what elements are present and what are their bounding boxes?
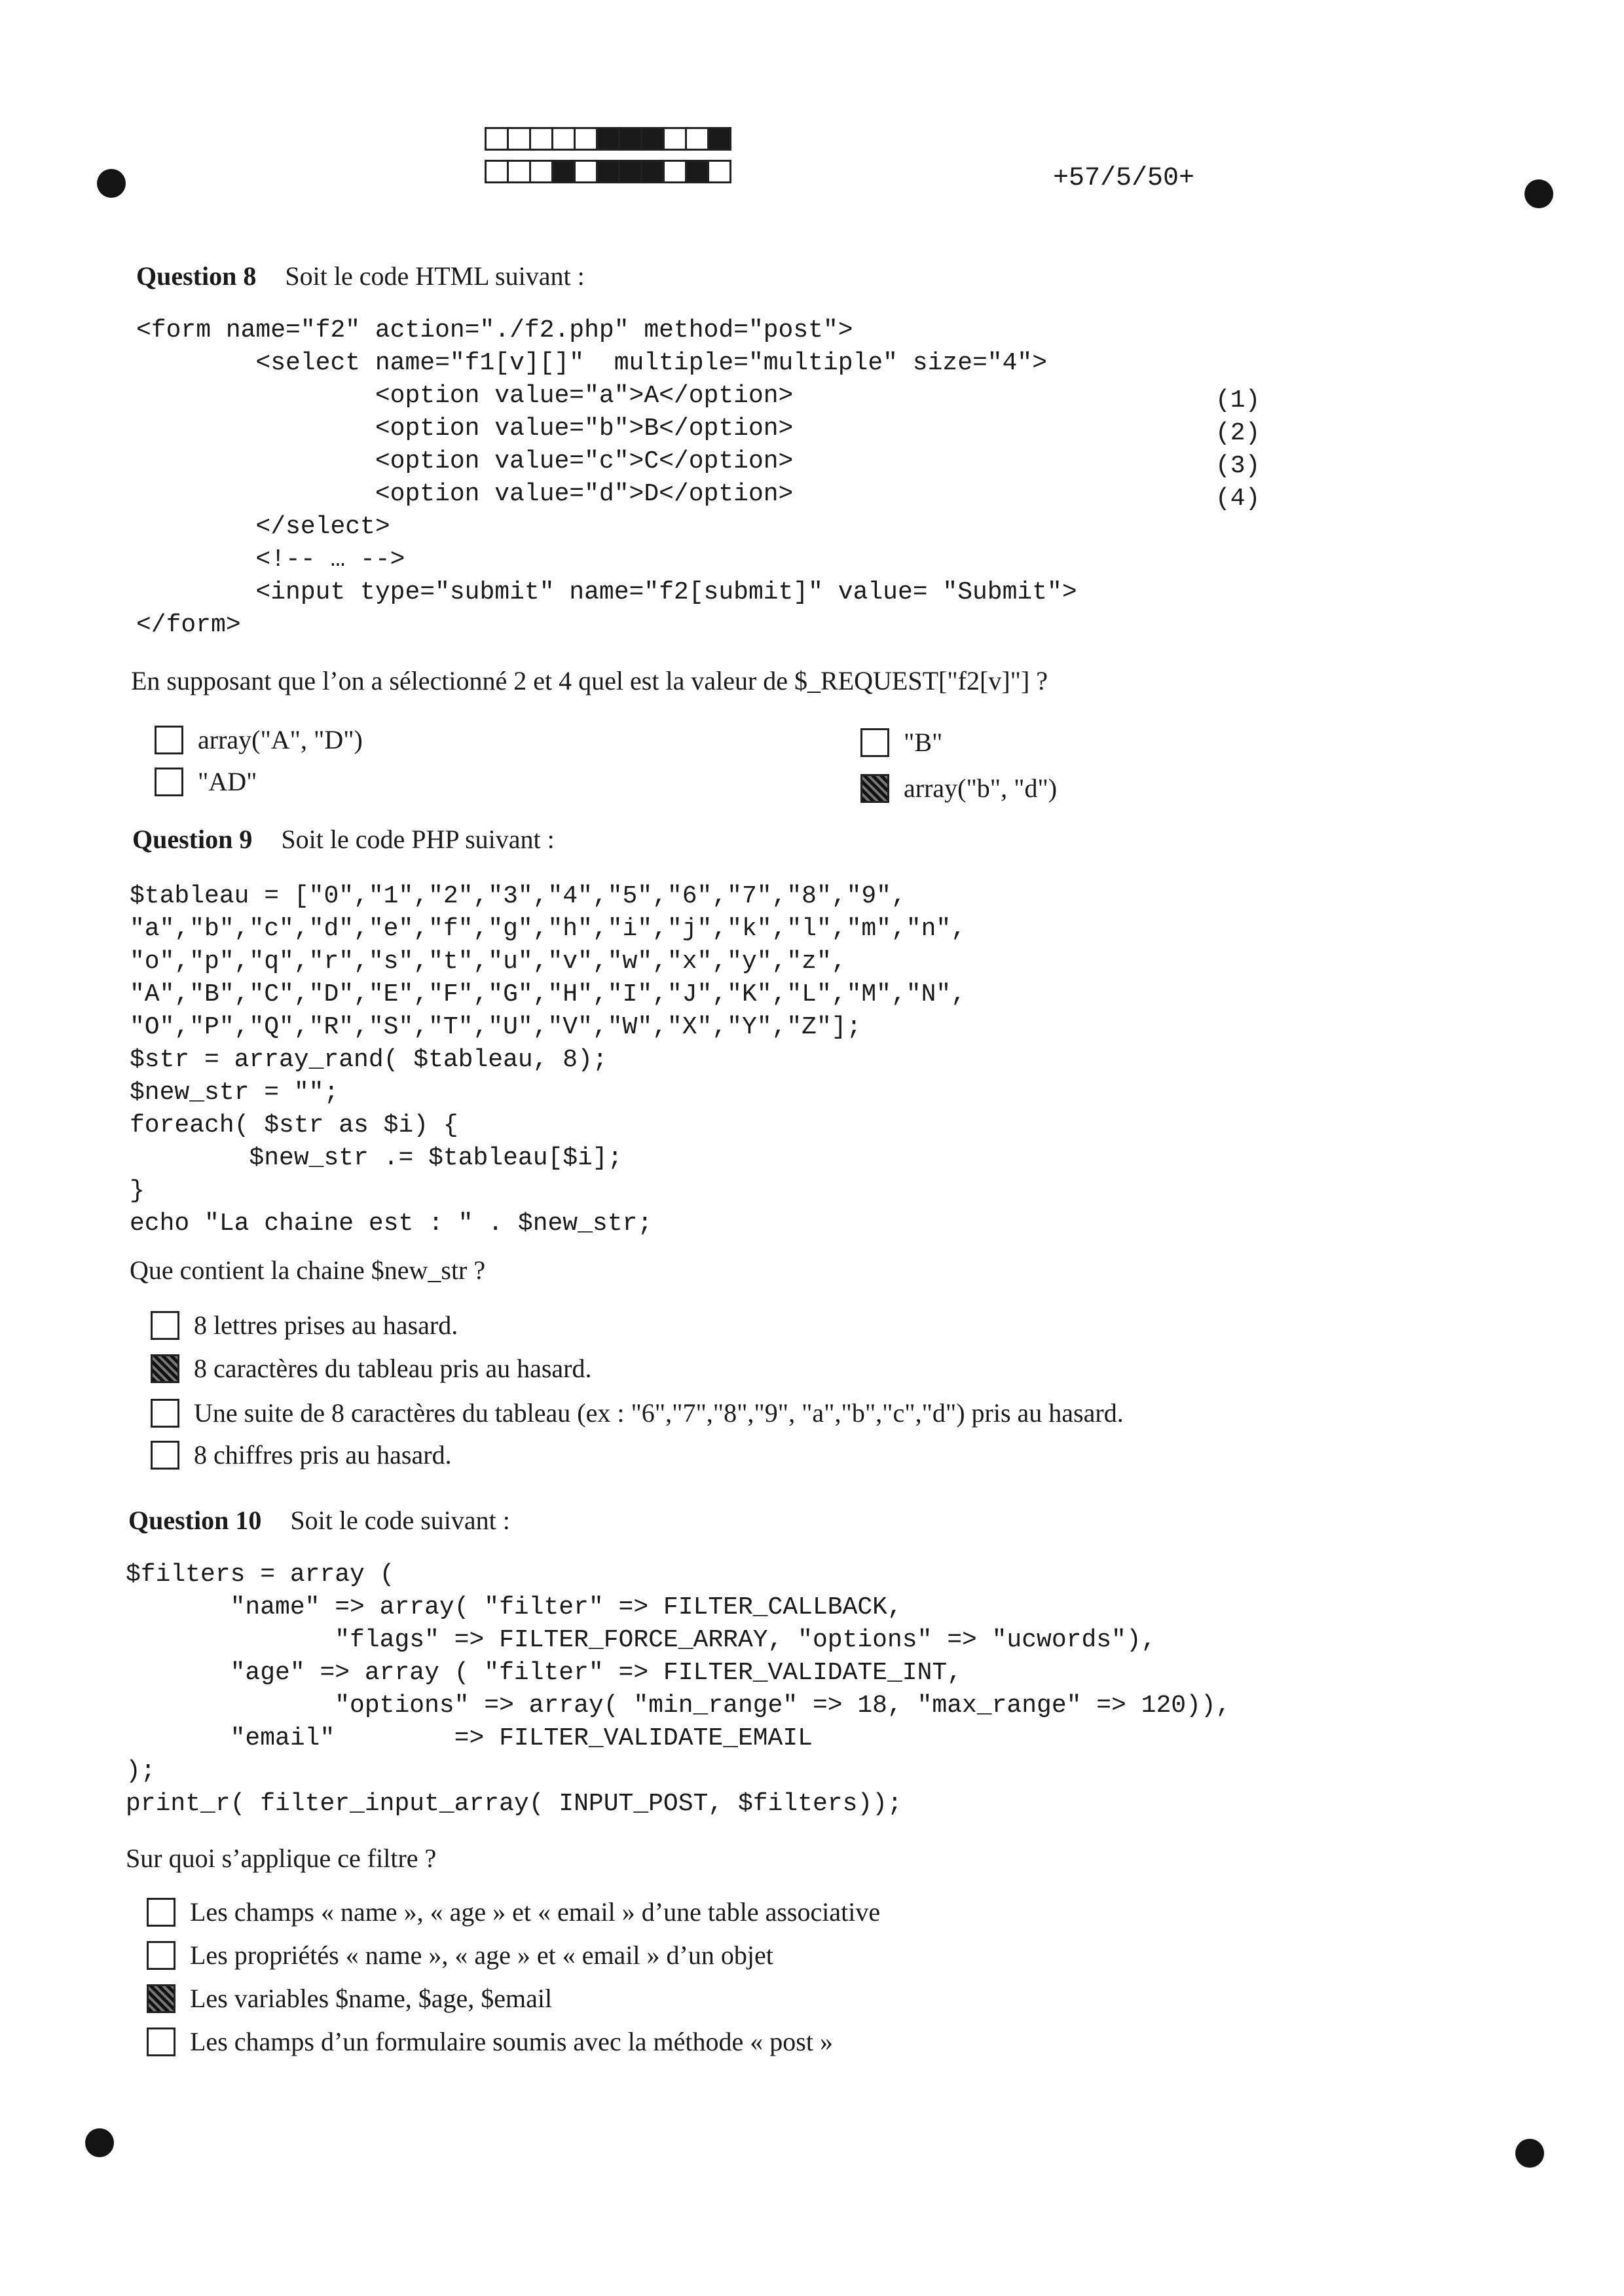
answer-checkbox[interactable] [151, 1399, 179, 1428]
answer-option[interactable] [151, 1310, 458, 1341]
answer-option[interactable] [147, 1940, 773, 1971]
question-10-prompt: Sur quoi s’applique ce filtre ? [126, 1843, 437, 1873]
code-line-number: (2) [1215, 419, 1261, 447]
answer-label: array("b", "d") [904, 773, 1058, 803]
question-9-code: $tableau = ["0","1","2","3","4","5","6","7","8","9", "a","b","c","d","e","f","g","h","i","j","k","l","m","n", "o","p","q","r","s","t","u","v","w","x","y","z", "A","B","C","D","E","F","G","H","I","J","K","L","M","N", "O","P","Q","R","S","T","U","V","W","X","Y","Z"]; $str = array_rand( $tableau, 8); $new_str = ""; foreach( $str as $i) { $new_str .= $tableau[$i]; } echo "La chaine est : " . $new_str; [130, 882, 967, 1238]
question-8-prompt: En supposant que l’on a sélectionné 2 et 4 quel est la valeur de $_REQUEST["f2[v]"] ? [131, 666, 1048, 695]
answer-checkbox[interactable] [860, 774, 889, 803]
barcode-cell [685, 160, 709, 183]
answer-label: 8 caractères du tableau pris au hasard. [194, 1354, 592, 1383]
barcode-cell [707, 127, 731, 151]
barcode-cell [618, 127, 642, 151]
question-title: Soit le code HTML suivant : [285, 261, 585, 291]
barcode-cell [529, 160, 553, 183]
barcode-cell [618, 160, 642, 183]
question-title: Soit le code suivant : [290, 1506, 510, 1535]
answer-option[interactable] [147, 1983, 552, 2014]
answer-checkbox[interactable] [151, 1354, 179, 1383]
answer-checkbox[interactable] [151, 1441, 179, 1470]
barcode-cell [507, 160, 531, 183]
answer-label: Les champs d’un formulaire soumis avec la méthode « post » [190, 2027, 833, 2056]
answer-label: Les variables $name, $age, $email [190, 1984, 553, 2013]
barcode-cell [551, 127, 576, 151]
answer-option[interactable] [860, 773, 1057, 804]
question-number: Question 10 [128, 1506, 262, 1535]
answer-checkbox[interactable] [147, 1984, 175, 2013]
barcode-cell [663, 160, 687, 183]
answer-label: 8 chiffres pris au hasard. [194, 1440, 452, 1470]
answer-label: Les champs « name », « age » et « email » d’une table associative [190, 1897, 881, 1927]
answer-option[interactable] [860, 727, 942, 758]
barcode-cell [707, 160, 731, 183]
barcode-cell [485, 127, 509, 151]
barcode-cell [640, 127, 665, 151]
barcode-cell [596, 127, 620, 151]
barcode-cell [551, 160, 576, 183]
answer-checkbox[interactable] [147, 1898, 175, 1927]
answer-checkbox[interactable] [151, 1311, 179, 1340]
answer-option[interactable] [155, 724, 363, 755]
page-id: +57/5/50+ [1053, 164, 1195, 193]
barcode-cell [640, 160, 665, 183]
question-9-prompt: Que contient la chaine $new_str ? [130, 1255, 486, 1285]
registration-mark-top-right [1524, 179, 1553, 208]
code-line-number: (1) [1215, 386, 1261, 415]
code-line-number: (3) [1215, 452, 1261, 480]
barcode-cell [596, 160, 620, 183]
answer-label: "AD" [198, 767, 257, 796]
answer-checkbox[interactable] [147, 1941, 175, 1970]
barcode-cell [485, 160, 509, 183]
registration-mark-top-left [97, 169, 126, 198]
barcode-cell [507, 127, 531, 151]
question-number: Question 9 [132, 824, 253, 854]
question-10-code: $filters = array ( "name" => array( "filter" => FILTER_CALLBACK, "flags" => FILTER_FORCE_ARRAY, "options" => "ucwords"), "age" => array ( "filter" => FILTER_VALIDATE_INT, "options" => array( "min_range" => 18, "max_range" => 120)), "email" => FILTER_VALIDATE_EMAIL ); print_r( filter_input_array( INPUT_POST, $filters)); [126, 1561, 1231, 1818]
question-8-code: <form name="f2" action="./f2.php" method="post"> <select name="f1[v][]" multiple="multiple" size="4"> <option value="a">A</option> <option value="b">B</option> <option value="c">C</option> <option value="d">D</option> </select> <!-- … --> <input type="submit" name="f2[submit]" value= "Submit"> </form> [136, 316, 1077, 639]
answer-option[interactable] [147, 1897, 880, 1927]
question-number: Question 8 [136, 261, 257, 291]
registration-mark-bottom-left [85, 2128, 114, 2157]
answer-label: Les propriétés « name », « age » et « email » d’un objet [190, 1940, 773, 1970]
answer-checkbox[interactable] [155, 768, 183, 796]
answer-label: "B" [904, 728, 943, 757]
barcode-row-2 [485, 160, 729, 183]
barcode-cell [529, 127, 553, 151]
barcode-cell [663, 127, 687, 151]
answer-label: 8 lettres prises au hasard. [194, 1310, 458, 1340]
answer-option[interactable] [151, 1353, 591, 1384]
answer-option[interactable] [147, 2026, 833, 2057]
registration-mark-bottom-right [1515, 2139, 1544, 2168]
answer-option[interactable] [155, 766, 257, 797]
barcode-cell [685, 127, 709, 151]
barcode-cell [574, 127, 598, 151]
barcode-cell [574, 160, 598, 183]
answer-checkbox[interactable] [860, 728, 889, 757]
answer-option[interactable] [151, 1439, 452, 1470]
barcode-row-1 [485, 127, 729, 151]
answer-checkbox[interactable] [155, 726, 183, 754]
question-9-header [132, 824, 555, 855]
question-10-header [128, 1505, 510, 1536]
answer-option[interactable] [151, 1398, 1124, 1428]
question-8-header [136, 261, 585, 291]
question-title: Soit le code PHP suivant : [281, 824, 555, 854]
answer-label: Une suite de 8 caractères du tableau (ex : "6","7","8","9", "a","b","c","d") pris au hasard. [194, 1398, 1124, 1428]
code-line-number: (4) [1215, 485, 1261, 513]
answer-label: array("A", "D") [198, 725, 363, 754]
answer-checkbox[interactable] [147, 2028, 175, 2056]
